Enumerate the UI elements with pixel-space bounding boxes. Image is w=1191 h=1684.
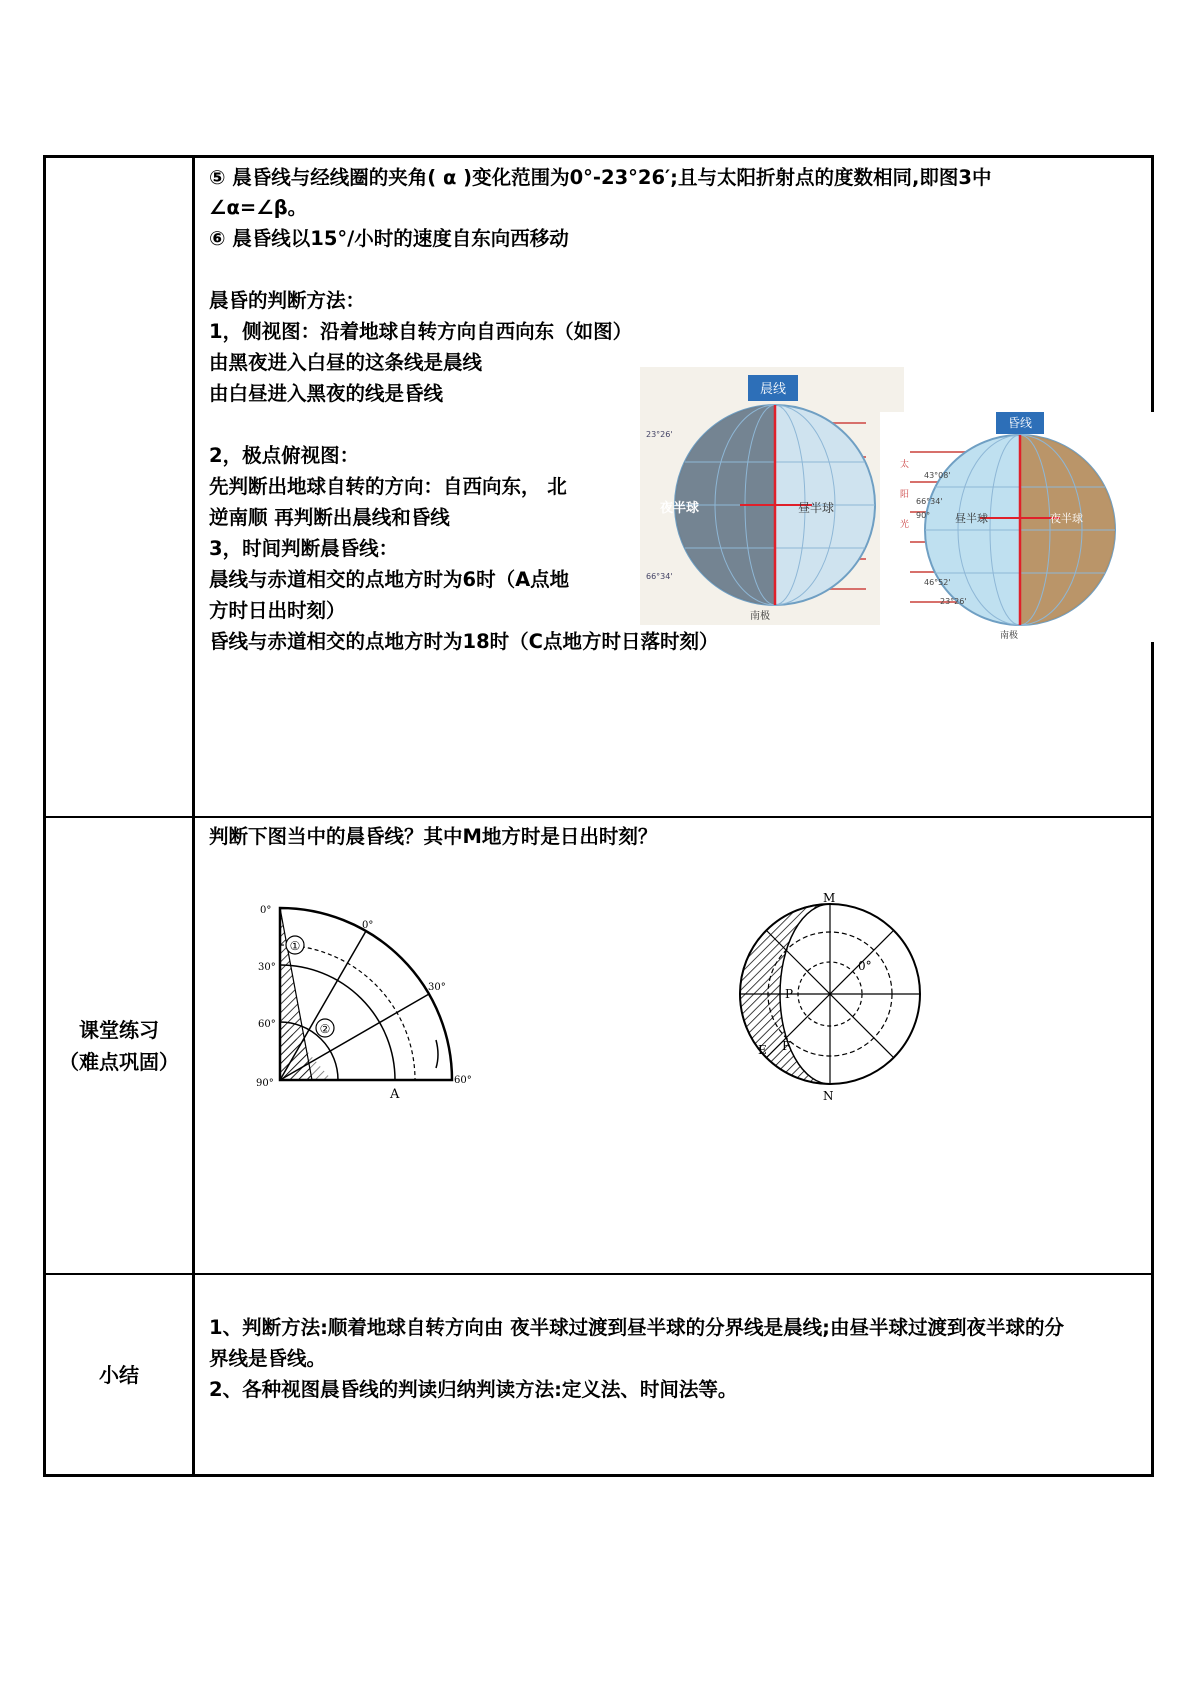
meridian-label: 0°: [858, 959, 872, 973]
point-p-label: P: [785, 987, 794, 1001]
text-line: ∠α=∠β。: [209, 196, 308, 219]
lesson-table: [43, 155, 1154, 1477]
night-label: 夜半球: [660, 501, 700, 516]
summary-line: 1、判断方法:顺着地球自转方向由 夜半球过渡到昼半球的分界线是晨线;由昼半球过渡到夜半球的分: [209, 1316, 1064, 1339]
point-a-label: A: [390, 1087, 400, 1102]
text-line: 由白昼进入黑夜的线是昏线: [209, 382, 444, 405]
text-line: 昏线与赤道相交的点地方时为18时（C点地方时日落时刻）: [209, 630, 719, 653]
lat-label: 46°52': [924, 578, 951, 587]
text-line: 晨昏的判断方法：: [209, 289, 366, 312]
marker-1: ①: [289, 939, 301, 953]
text-line: ⑥ 晨昏线以15°/小时的速度自东向西移动: [209, 227, 569, 250]
point-m-label: M: [823, 891, 836, 905]
text-line: 3，时间判断晨昏线：: [209, 537, 399, 560]
summary-cell: [195, 1275, 1151, 1474]
exercise-row: [46, 818, 1151, 1275]
dawn-line-figure: [640, 367, 904, 625]
summary-line: 界线是昏线。: [209, 1347, 327, 1370]
dusk-line-figure: [880, 412, 1154, 642]
lat-label: 66°34': [646, 572, 673, 581]
text-line: 方时日出时刻）: [209, 599, 346, 622]
point-n-label: N: [823, 1089, 834, 1103]
lat-label: 23°26': [940, 597, 967, 606]
marker-2: ②: [319, 1022, 331, 1036]
lat-tick: 90°: [256, 1078, 274, 1089]
exercise-label: 课堂练习: [79, 1017, 159, 1042]
point-e-label: E: [758, 1043, 767, 1057]
text-line: 逆南顺 再判断出晨线和昏线: [209, 506, 450, 529]
sun-char: 光: [900, 520, 910, 530]
lat-label: 90°: [916, 511, 931, 520]
lat-label: 43°08': [924, 471, 951, 480]
polar-circle-figure: [730, 890, 930, 1108]
exercise-question: 判断下图当中的晨昏线？其中M地方时是日出时刻？: [209, 825, 658, 848]
dusk-line-diagram: [880, 412, 1154, 642]
day-label: 昼半球: [798, 501, 835, 515]
lat-tick: 30°: [258, 962, 276, 973]
lat-tick: 60°: [258, 1019, 276, 1030]
text-line: 1，侧视图：沿着地球自转方向自西向东（如图）: [209, 320, 633, 343]
text-line: 晨线与赤道相交的点地方时为6时（A点地: [209, 568, 570, 591]
quarter-polar-diagram: [250, 890, 480, 1105]
lon-tick: 0°: [362, 920, 374, 931]
dawn-line-diagram: [640, 367, 904, 625]
lon-tick: 60°: [454, 1075, 472, 1086]
summary-line: 2、各种视图晨昏线的判读归纳判读方法:定义法、时间法等。: [209, 1378, 738, 1401]
summary-label-cell: [46, 1275, 195, 1474]
lat-tick: 0°: [260, 905, 272, 916]
text-line: 2，极点俯视图：: [209, 444, 360, 467]
south-pole-label: 南极: [1000, 631, 1019, 641]
exercise-sublabel: （难点巩固）: [59, 1049, 179, 1074]
polar-circle-diagram: [730, 890, 930, 1108]
summary-row: [46, 1275, 1151, 1474]
text-line: ⑤ 晨昏线与经线圈的夹角( α )变化范围为0°-23°26′;且与太阳折射点的度数相同,即图3中: [209, 166, 992, 189]
sun-char: 阳: [900, 490, 910, 500]
dusk-tag-label: 昏线: [1007, 416, 1033, 430]
summary-label: 小结: [99, 1362, 139, 1387]
south-pole-label: 南极: [750, 611, 770, 622]
sun-char: 太: [900, 460, 910, 470]
lat-label: 66°34': [916, 497, 943, 506]
text-line: 先判断出地球自转的方向：自西向东， 北: [209, 475, 567, 498]
point-f-label: F: [782, 1039, 791, 1053]
exercise-label-cell: [46, 818, 195, 1273]
day-label: 昼半球: [955, 512, 988, 525]
quarter-polar-figure: [250, 890, 480, 1105]
night-label: 夜半球: [1050, 512, 1083, 525]
row-label-cell: [46, 158, 195, 816]
lat-label: 23°26': [646, 430, 673, 439]
text-line: 由黑夜进入白昼的这条线是晨线: [209, 351, 483, 374]
dawn-tag-label: 晨线: [759, 382, 787, 397]
lon-tick: 30°: [428, 982, 446, 993]
